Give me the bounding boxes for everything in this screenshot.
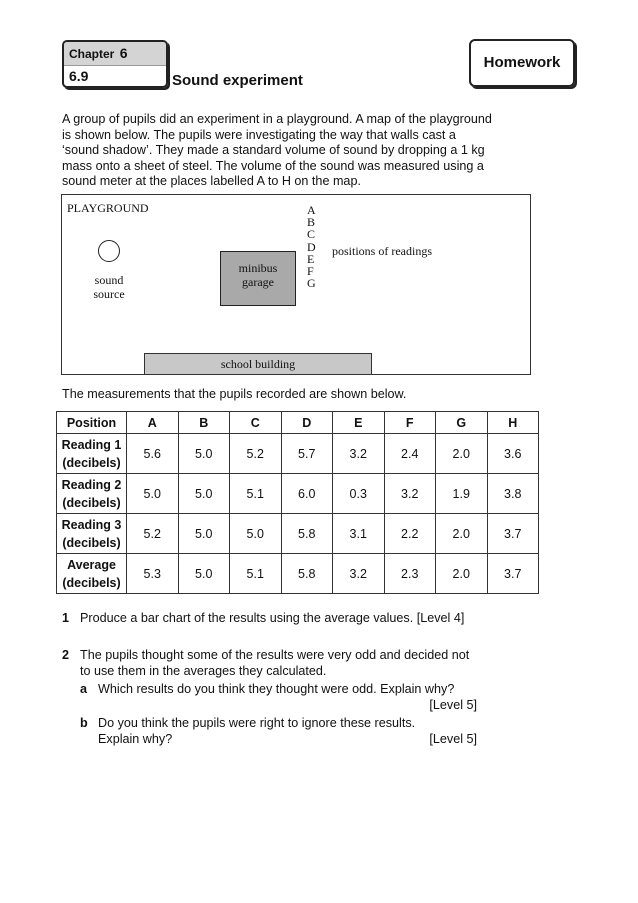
position-b: B <box>307 215 316 230</box>
table-cell: 3.6 <box>487 434 539 474</box>
homework-badge: Homework <box>469 39 575 87</box>
table-cell: 5.1 <box>230 554 282 594</box>
position-f: F <box>307 263 314 278</box>
row-label: Reading 3 (decibels) <box>57 514 127 554</box>
table-cell: 3.8 <box>487 474 539 514</box>
table-row <box>57 474 539 514</box>
question-2b <box>80 716 480 747</box>
table-cell: 2.0 <box>436 434 488 474</box>
playground-label: PLAYGROUND <box>67 201 149 215</box>
garage-line-2: garage <box>242 275 274 289</box>
position-e: E <box>307 251 315 266</box>
question-text: The pupils thought some of the results were very odd and decided not to use them in the averages they calculated. <box>80 648 470 678</box>
table-cell: 5.2 <box>127 514 179 554</box>
chapter-heading <box>64 42 166 65</box>
position-a: A <box>307 203 316 217</box>
question-text: Produce a bar chart of the results using the average values. [Level 4] <box>80 611 465 625</box>
positions-label: positions of readings <box>332 244 432 258</box>
reading-positions <box>307 204 316 289</box>
table-cell: 0.3 <box>333 474 385 514</box>
measurements-table <box>56 411 539 594</box>
chapter-box <box>62 40 168 88</box>
table-cell: 3.7 <box>487 554 539 594</box>
table-cell: 5.0 <box>230 514 282 554</box>
position-c: C <box>307 227 316 242</box>
table-cell: 5.8 <box>281 554 333 594</box>
row-label: Reading 2 (decibels) <box>57 474 127 514</box>
table-cell: 2.4 <box>384 434 436 474</box>
header-cell: D <box>281 412 333 434</box>
chapter-number: 6 <box>119 45 128 61</box>
table-cell: 5.8 <box>281 514 333 554</box>
table-row <box>57 554 539 594</box>
table-row <box>57 434 539 474</box>
chapter-label: Chapter <box>69 47 115 61</box>
table-cell: 5.3 <box>127 554 179 594</box>
table-cell: 3.2 <box>384 474 436 514</box>
row-label: Reading 1 (decibels) <box>57 434 127 474</box>
table-cell: 5.0 <box>178 434 230 474</box>
table-cell: 5.0 <box>178 474 230 514</box>
table-cell: 2.0 <box>436 554 488 594</box>
table-cell: 3.1 <box>333 514 385 554</box>
header-cell: A <box>127 412 179 434</box>
table-cell: 3.2 <box>333 554 385 594</box>
minibus-garage <box>220 251 296 306</box>
header-cell: F <box>384 412 436 434</box>
table-row <box>57 514 539 554</box>
row-label: Average (decibels) <box>57 554 127 594</box>
question-2 <box>62 648 482 679</box>
sound-source-line-2: source <box>93 287 125 301</box>
garage-line-1: minibus <box>238 261 278 275</box>
question-2a <box>80 682 480 712</box>
table-cell: 5.7 <box>281 434 333 474</box>
header-cell: G <box>436 412 488 434</box>
header-cell: E <box>333 412 385 434</box>
playground-map <box>61 194 531 375</box>
table-cell: 5.6 <box>127 434 179 474</box>
table-cell: 1.9 <box>436 474 488 514</box>
level-tag: [Level 5] <box>429 731 477 746</box>
question-1 <box>62 611 464 627</box>
position-g: G <box>307 276 316 291</box>
header-cell: Position <box>57 412 127 434</box>
school-building: school building <box>144 353 372 375</box>
sub-question-letter: a <box>80 682 88 696</box>
table-cell: 3.7 <box>487 514 539 554</box>
level-tag: [Level 5] <box>429 698 477 712</box>
table-header-row <box>57 412 539 434</box>
table-cell: 6.0 <box>281 474 333 514</box>
table-cell: 5.0 <box>127 474 179 514</box>
table-cell: 5.0 <box>178 554 230 594</box>
sound-source-line-1: sound <box>94 273 124 287</box>
sub-question-text: Do you think the pupils were right to ignore these results. Explain why? <box>98 716 416 746</box>
position-d: D <box>307 239 316 254</box>
table-cell: 2.3 <box>384 554 436 594</box>
intro-paragraph: A group of pupils did an experiment in a playground. A map of the playground is shown below. The pupils were investigating the way that walls cast a ‘sound shadow’. They made a standard volume of sound by dropping a 1 kg mass onto a sheet of steel. The volume of the sound was measured using a sound meter at the places labelled A to H on the map. <box>62 112 492 188</box>
header-cell: C <box>230 412 282 434</box>
table-cell: 5.1 <box>230 474 282 514</box>
table-cell: 2.0 <box>436 514 488 554</box>
measurements-intro: The measurements that the pupils recorded are shown below. <box>62 387 407 401</box>
page-title: Sound experiment <box>172 72 303 89</box>
sound-source-label <box>84 273 134 301</box>
section-number: 6.9 <box>64 65 166 87</box>
header-cell: B <box>178 412 230 434</box>
header-cell: H <box>487 412 539 434</box>
sub-question-text: Which results do you think they thought were odd. Explain why? <box>98 682 455 696</box>
table-cell: 2.2 <box>384 514 436 554</box>
table-cell: 5.0 <box>178 514 230 554</box>
table-cell: 3.2 <box>333 434 385 474</box>
sub-question-letter: b <box>80 716 88 730</box>
question-number: 1 <box>62 611 70 625</box>
question-number: 2 <box>62 648 70 662</box>
sound-source-circle <box>98 240 120 262</box>
table-cell: 5.2 <box>230 434 282 474</box>
